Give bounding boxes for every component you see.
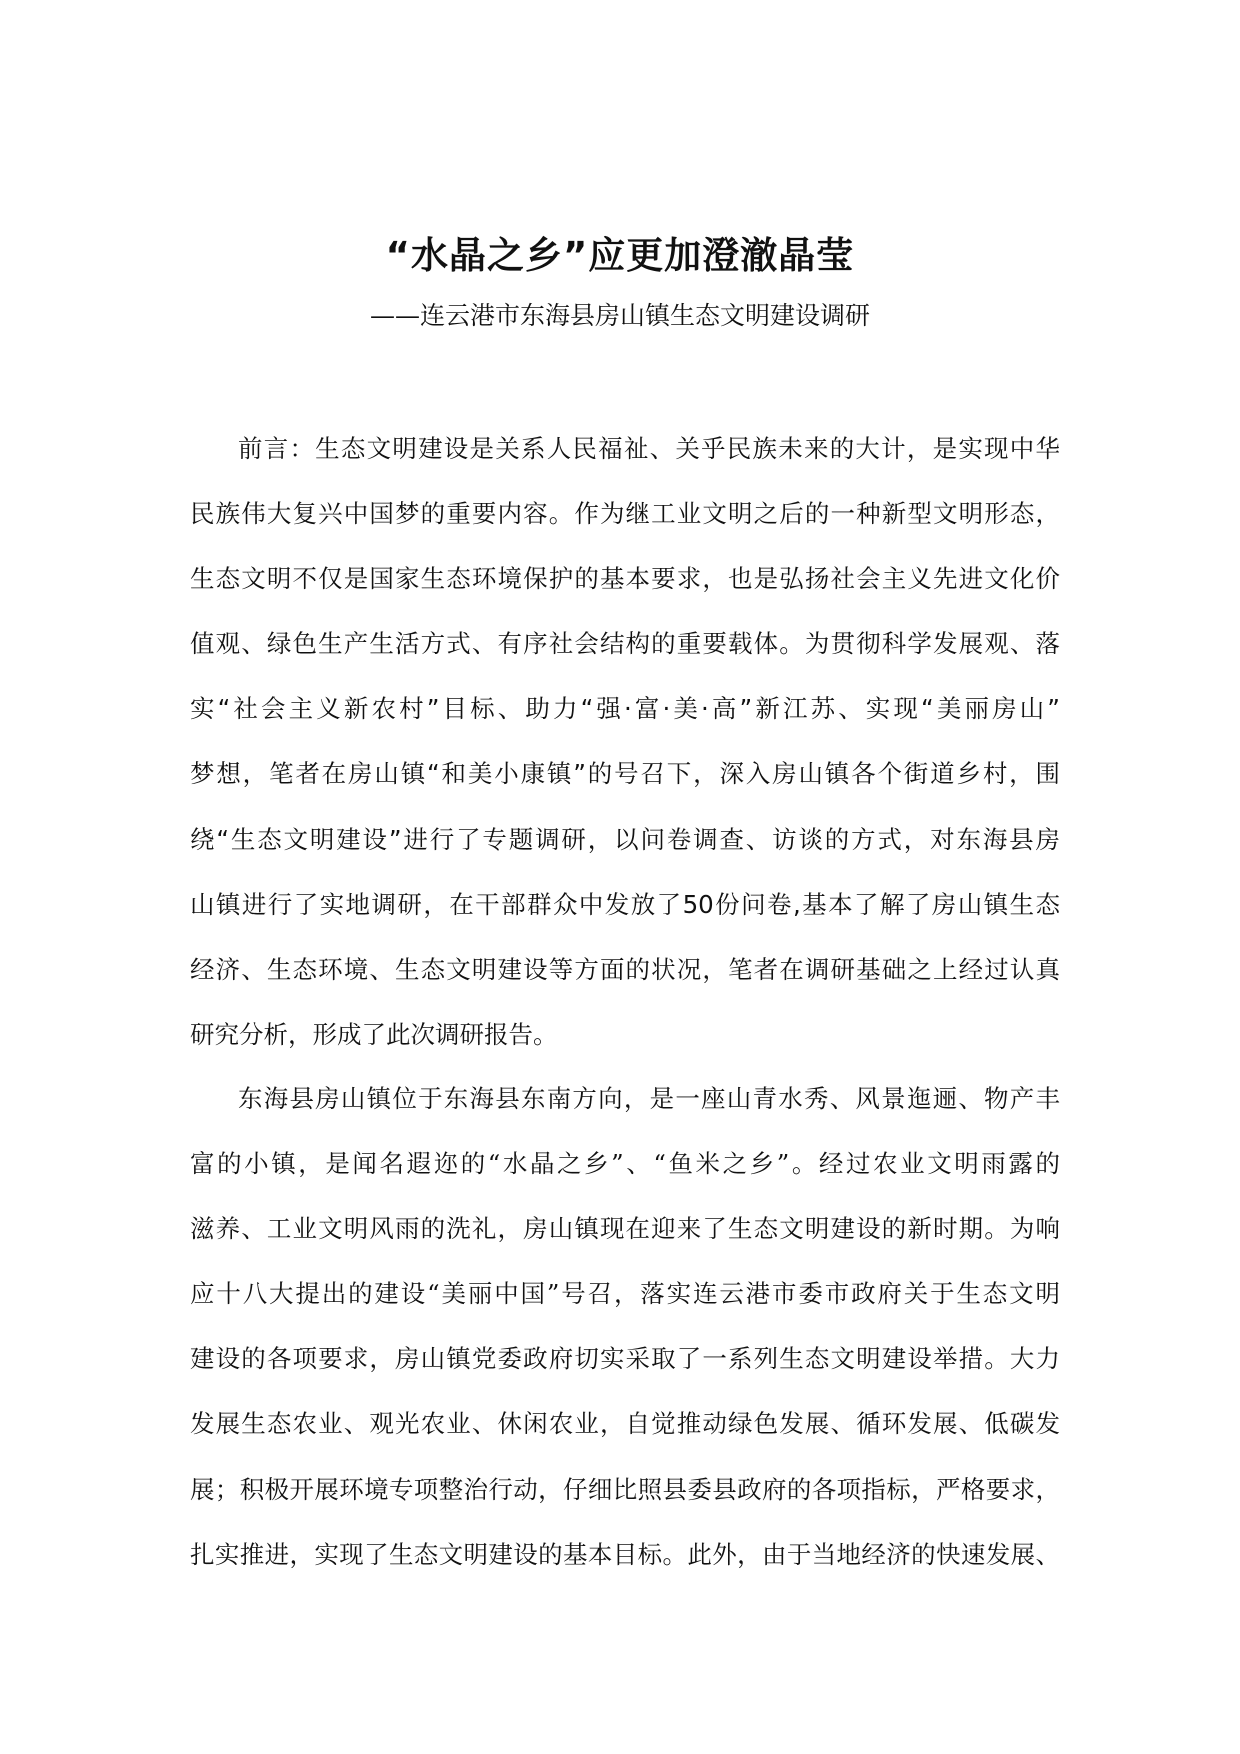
paragraph-line: 生态文明不仅是国家生态环境保护的基本要求，也是弘扬社会主义先进文化价 [190, 564, 1060, 594]
paragraph-line: 值观、绿色生产生活方式、有序社会结构的重要载体。为贯彻科学发展观、落 [190, 629, 1060, 659]
paragraph-line: 展；积极开展环境专项整治行动，仔细比照县委县政府的各项指标，严格要求， [190, 1474, 1060, 1504]
paragraph-line: 山镇进行了实地调研，在干部群众中发放了50份问卷,基本了解了房山镇生态 [190, 889, 1060, 919]
paragraph-line: 应十八大提出的建设“美丽中国”号召，落实连云港市委市政府关于生态文明 [190, 1279, 1060, 1309]
paragraph-line: 经济、生态环境、生态文明建设等方面的状况，笔者在调研基础之上经过认真 [190, 954, 1060, 984]
paragraph-line: 建设的各项要求，房山镇党委政府切实采取了一系列生态文明建设举措。大力 [190, 1344, 1060, 1374]
paragraph-line: 发展生态农业、观光农业、休闲农业，自觉推动绿色发展、循环发展、低碳发 [190, 1409, 1060, 1439]
document-title: “水晶之乡”应更加澄澈晶莹 [385, 234, 855, 277]
paragraph-line: 前言：生态文明建设是关系人民福祉、关乎民族未来的大计，是实现中华 [238, 434, 1060, 463]
paragraph-line: 滋养、工业文明风雨的洗礼，房山镇现在迎来了生态文明建设的新时期。为响 [190, 1214, 1060, 1244]
paragraph-line: 扎实推进，实现了生态文明建设的基本目标。此外，由于当地经济的快速发展、 [190, 1539, 1060, 1569]
paragraph-line: 民族伟大复兴中国梦的重要内容。作为继工业文明之后的一种新型文明形态， [190, 499, 1060, 529]
preface-paragraph [190, 416, 1060, 1067]
paragraph-line: 实“社会主义新农村”目标、助力“强·富·美·高”新江苏、实现“美丽房山” [190, 694, 1060, 724]
paragraph-line: 梦想，笔者在房山镇“和美小康镇”的号召下，深入房山镇各个街道乡村，围 [190, 759, 1060, 789]
paragraph-line: 富的小镇，是闻名遐迩的“水晶之乡”、“鱼米之乡”。经过农业文明雨露的 [190, 1149, 1060, 1179]
document-subtitle: ——连云港市东海县房山镇生态文明建设调研 [369, 301, 870, 330]
paragraph-line: 研究分析，形成了此次调研报告。 [190, 1019, 558, 1049]
paragraph-line: 绕“生态文明建设”进行了专题调研，以问卷调查、访谈的方式，对东海县房 [190, 824, 1060, 854]
paragraph-line: 东海县房山镇位于东海县东南方向，是一座山青水秀、风景迤逦、物产丰 [238, 1084, 1060, 1113]
background-paragraph [190, 1066, 1060, 1587]
